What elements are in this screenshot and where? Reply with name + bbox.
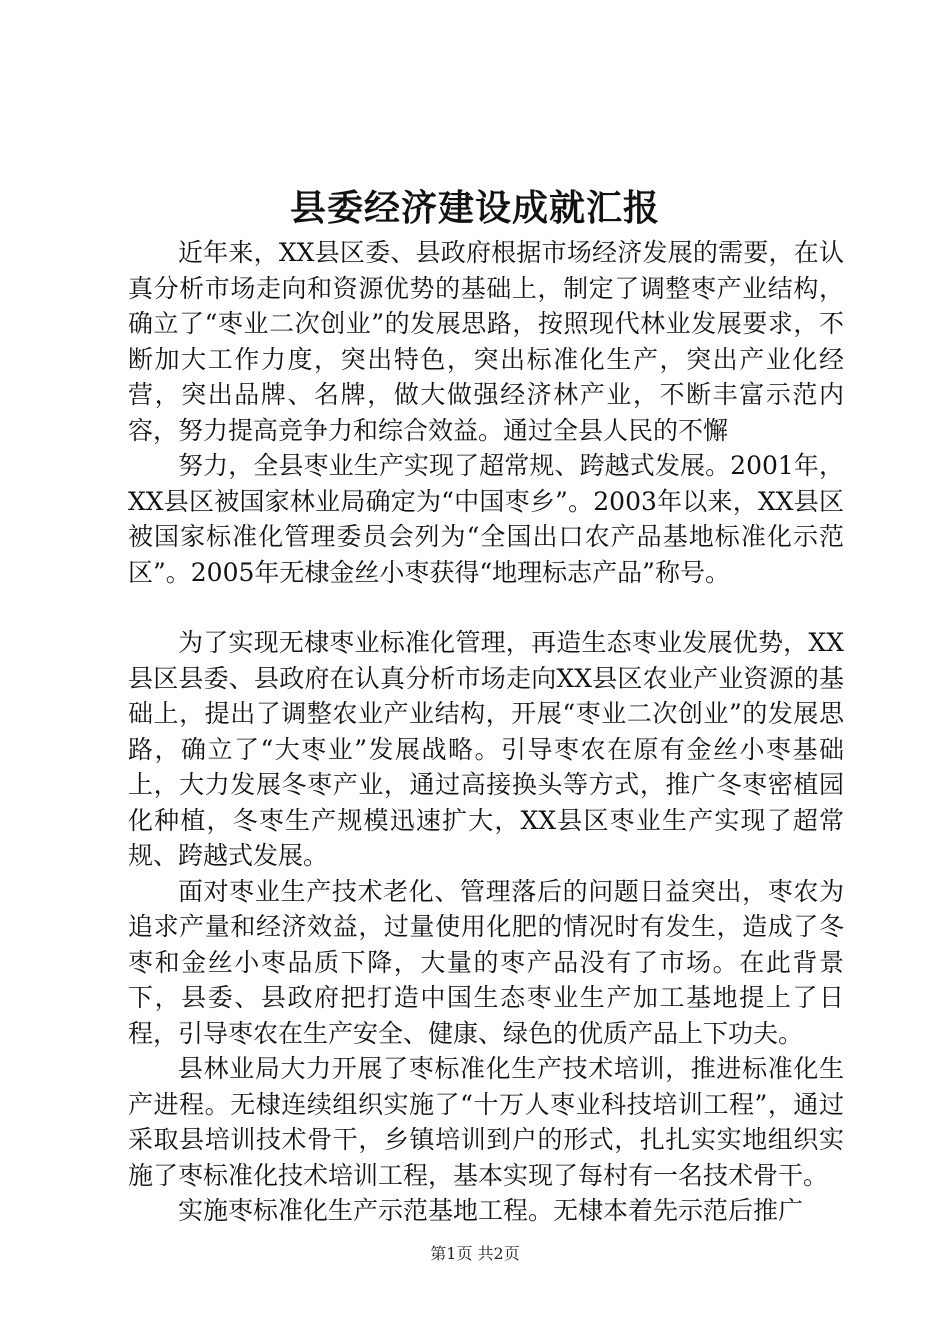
paragraph-5: 县林业局大力开展了枣标准化生产技术培训，推进标准化生产进程。无棣连续组织实施了“十万人枣业科技培训工程”，通过采取县培训技术骨干，乡镇培训到户的形式，扎扎实实地组织实施了枣标准化技术培训工程，基本实现了每村有一名技术骨干。 — [128, 1054, 844, 1190]
page-footer: 第1页 共2页 — [430, 1244, 520, 1263]
paragraph-4: 面对枣业生产技术老化、管理落后的问题日益突出，枣农为追求产量和经济效益，过量使用化肥的情况时有发生，造成了冬枣和金丝小枣品质下降，大量的枣产品没有了市场。在此背景下，县委、县政府把打造中国生态枣业生产加工基地提上了日程，引导枣农在生产安全、健康、绿色的优质产品上下功夫。 — [128, 876, 844, 1048]
paragraph-3: 为了实现无棣枣业标准化管理，再造生态枣业发展优势，XX县区县委、县政府在认真分析市场走向XX县区农业产业资源的基础上，提出了调整农业产业结构，开展“枣业二次创业”的发展思路，确立了“大枣业”发展战略。引导枣农在原有金丝小枣基础上，大力发展冬枣产业，通过高接换头等方式，推广冬枣密植园化种植，冬枣生产规模迅速扩大，XX县区枣业生产实现了超常规、跨越式发展。 — [128, 628, 844, 870]
paragraph-6: 实施枣标准化生产示范基地工程。无棣本着先示范后推广 — [178, 1196, 804, 1225]
paragraph-1: 近年来，XX县区委、县政府根据市场经济发展的需要，在认真分析市场走向和资源优势的基础上，制定了调整枣产业结构，确立了“枣业二次创业”的发展思路，按照现代林业发展要求，不断加大工作力度，突出特色，突出标准化生产，突出产业化经营，突出品牌、名牌，做大做强经济林产业，不断丰富示范内容，努力提高竞争力和综合效益。通过全县人民的不懈 — [128, 238, 844, 445]
document-body — [128, 235, 844, 1229]
paragraph-2: 努力，全县枣业生产实现了超常规、跨越式发展。2001年，XX县区被国家林业局确定为“中国枣乡”。2003年以来，XX县区被国家标准化管理委员会列为“全国出口农产品基地标准化示范区”。2005年无棣金丝小枣获得“地理标志产品”称号。 — [128, 451, 844, 587]
document-title: 县委经济建设成就汇报 — [289, 187, 660, 229]
